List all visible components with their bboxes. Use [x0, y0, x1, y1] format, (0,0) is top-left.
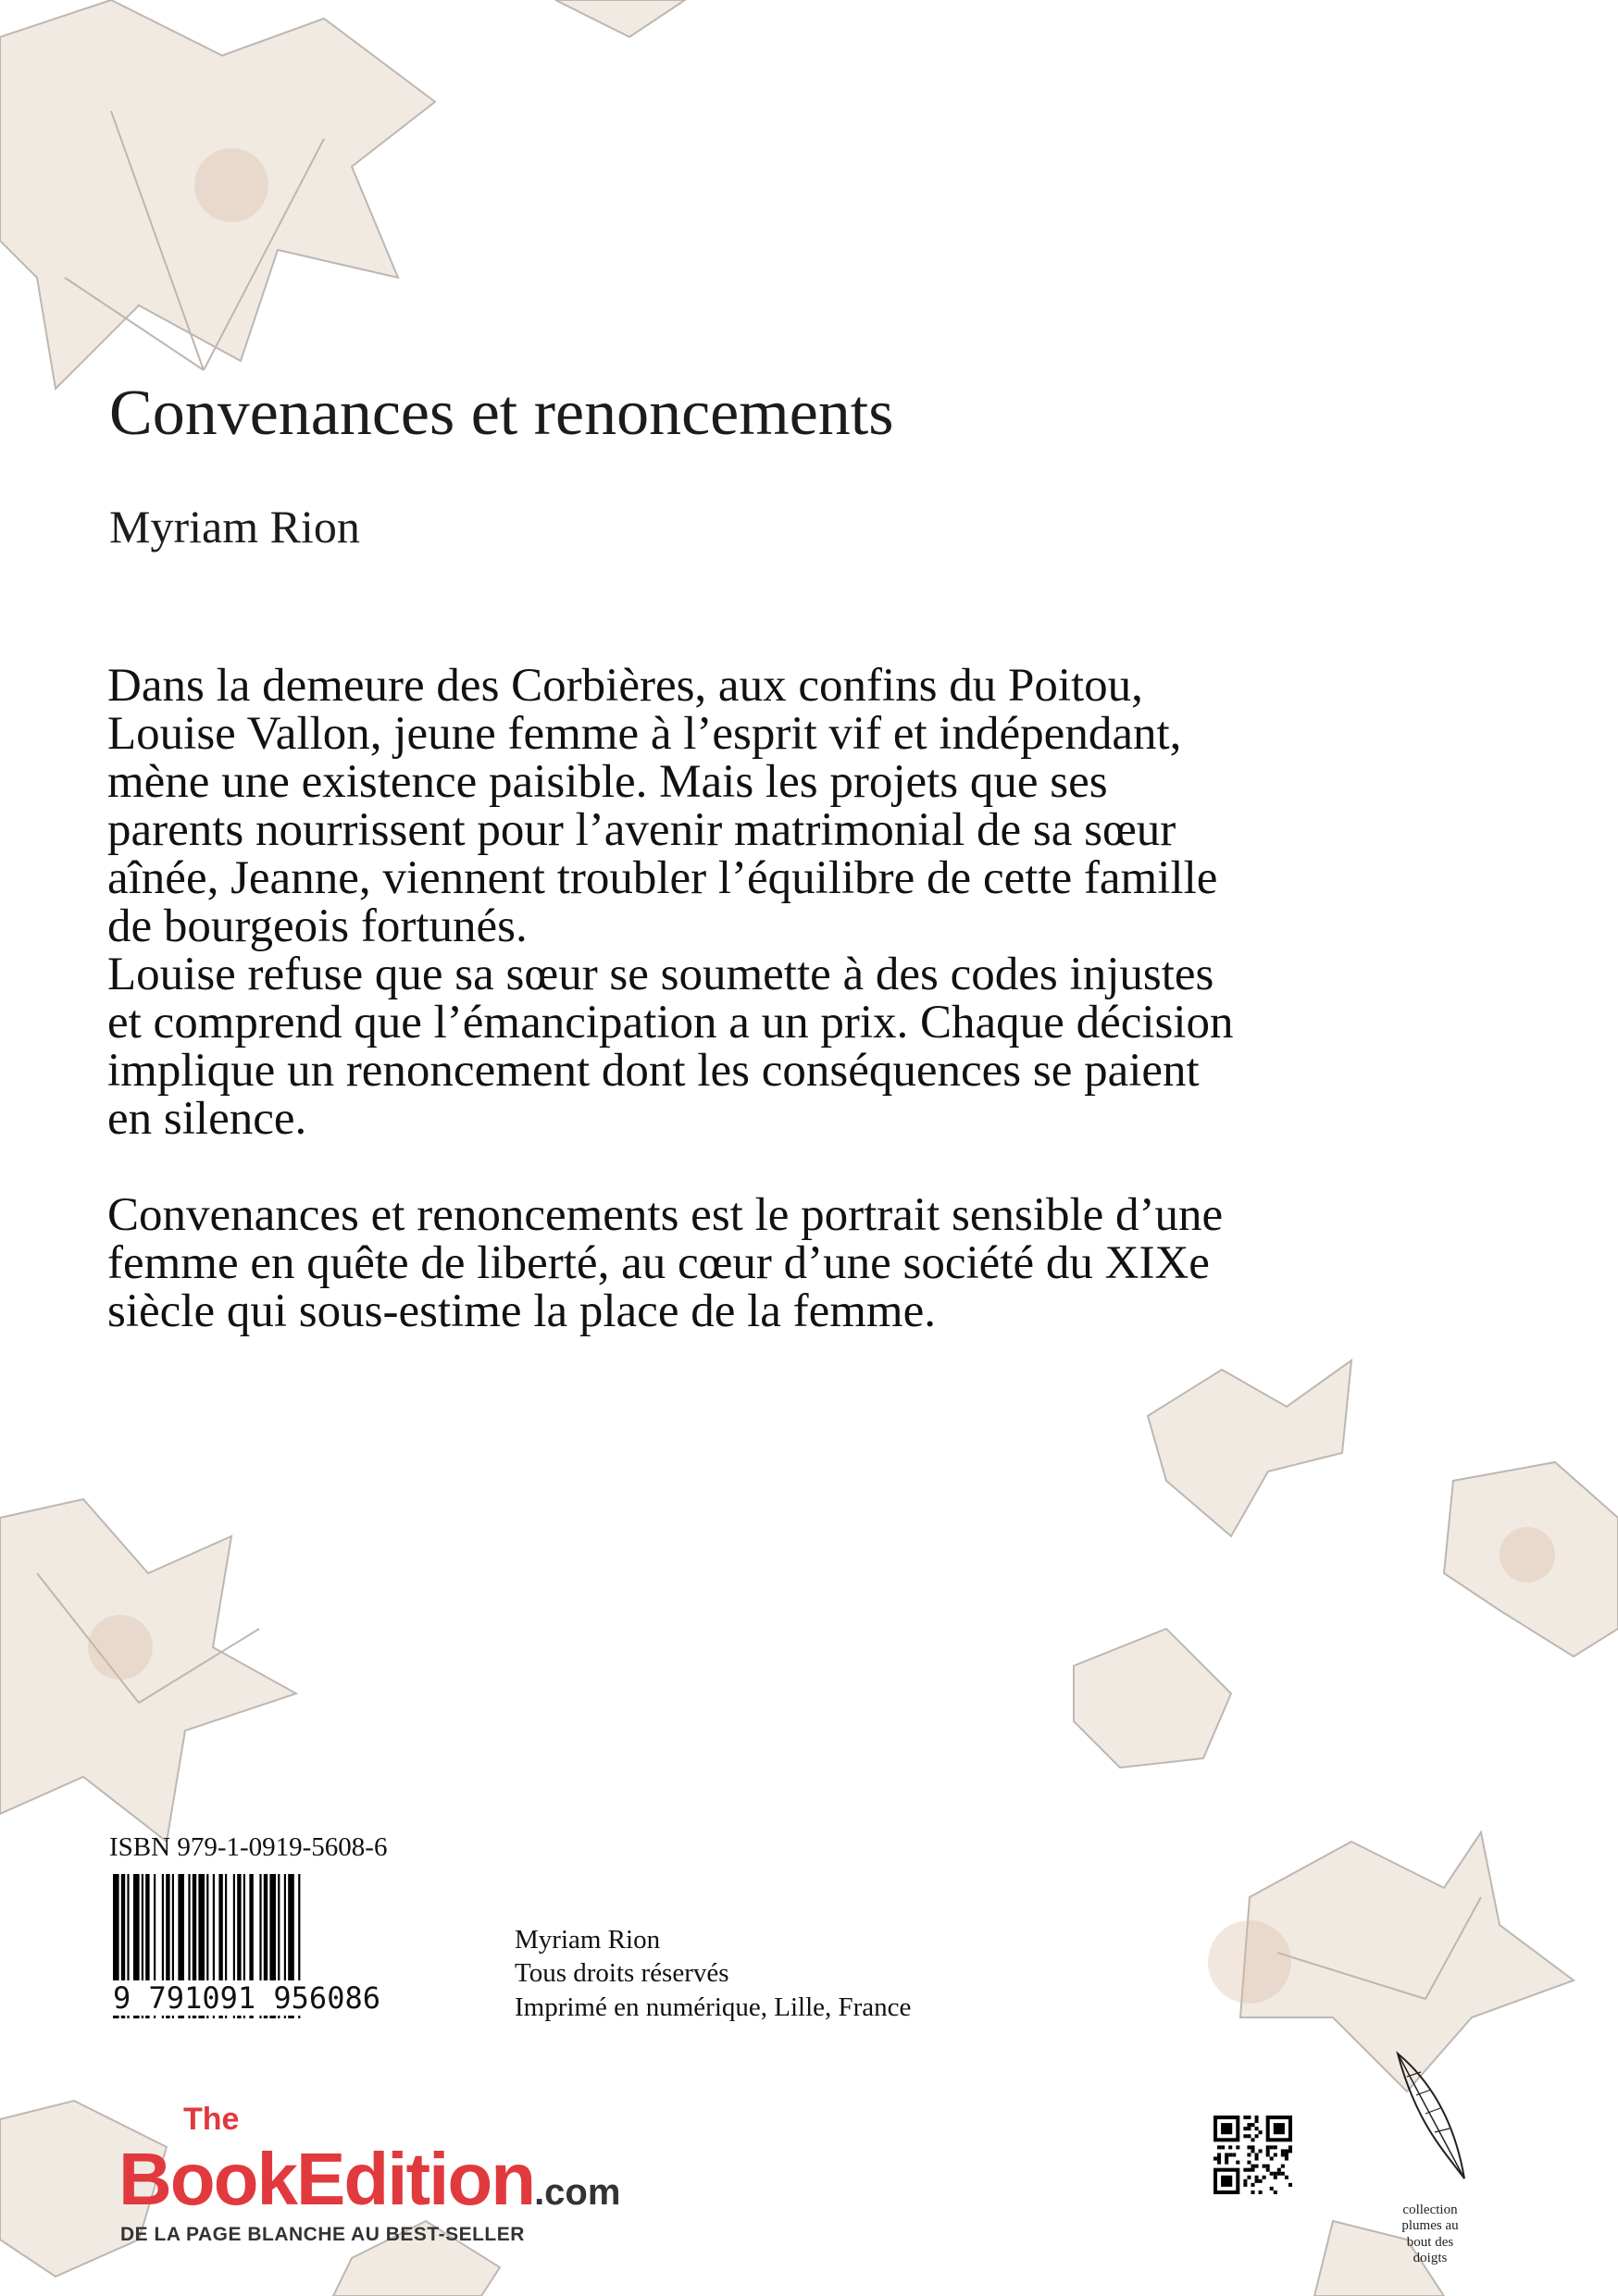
- qr-code-icon: [1214, 2116, 1292, 2194]
- qr-module: [1247, 2116, 1251, 2119]
- qr-module: [1255, 2165, 1259, 2168]
- qr-module: [1225, 2161, 1228, 2165]
- qr-module: [1259, 2191, 1263, 2194]
- qr-module: [1281, 2153, 1285, 2156]
- qr-module: [1225, 2153, 1228, 2156]
- feather-quill-icon: [1388, 2049, 1472, 2188]
- qr-module: [1263, 2165, 1266, 2168]
- back-cover-blurb: [107, 660, 1255, 1338]
- qr-module: [1251, 2183, 1254, 2187]
- blurb-paragraph: Dans la demeure des Corbières, aux confins du Poitou, Louise Vallon, jeune femme à l’esprit vif et indépendant, mène une existence paisible. Mais les projets que ses parents nourrissent pour l’avenir matrimonial de sa sœur aînée, Jeanne, viennent troubler l’équilibre de cette famille de bourgeois fortunés.: [107, 660, 1218, 953]
- qr-module: [1274, 2172, 1277, 2176]
- qr-module: [1288, 2149, 1292, 2153]
- blurb-paragraph: Louise refuse que sa sœur se soumette à des codes injustes et comprend que l’émancipation a un prix. Chaque décision implique un renoncement dont les conséquences se paient en silence.: [107, 949, 1234, 1146]
- qr-module: [1259, 2130, 1263, 2134]
- qr-module: [1263, 2176, 1266, 2179]
- qr-module: [1251, 2149, 1254, 2153]
- qr-module: [1247, 2153, 1251, 2156]
- qr-module: [1274, 2123, 1285, 2134]
- qr-module: [1270, 2145, 1274, 2149]
- qr-module: [1225, 2157, 1228, 2161]
- qr-module: [1243, 2183, 1247, 2187]
- qr-module: [1247, 2127, 1251, 2130]
- qr-module: [1274, 2153, 1277, 2156]
- qr-module: [1266, 2149, 1270, 2153]
- qr-module: [1251, 2191, 1254, 2194]
- qr-module: [1255, 2119, 1259, 2123]
- logo-the-text: The: [183, 2102, 240, 2137]
- qr-module: [1266, 2153, 1270, 2156]
- collection-line: plumes au: [1401, 2218, 1459, 2234]
- qr-module: [1274, 2191, 1277, 2194]
- qr-module: [1251, 2165, 1254, 2168]
- qr-module: [1255, 2134, 1259, 2138]
- qr-module: [1217, 2157, 1221, 2161]
- qr-module: [1247, 2134, 1251, 2138]
- qr-module: [1259, 2149, 1263, 2153]
- qr-module: [1243, 2116, 1247, 2119]
- qr-module: [1236, 2161, 1239, 2165]
- qr-module: [1270, 2172, 1274, 2176]
- qr-module: [1274, 2176, 1277, 2179]
- qr-module: [1255, 2153, 1259, 2156]
- qr-module: [1285, 2176, 1288, 2179]
- qr-module: [1266, 2165, 1270, 2168]
- qr-module: [1236, 2145, 1239, 2149]
- qr-module: [1228, 2145, 1232, 2149]
- qr-module: [1251, 2168, 1254, 2172]
- qr-module: [1217, 2153, 1221, 2156]
- qr-module: [1277, 2172, 1281, 2176]
- qr-module: [1214, 2157, 1217, 2161]
- logo-brand-text: [118, 2137, 620, 2222]
- qr-module: [1255, 2116, 1259, 2119]
- qr-module: [1285, 2149, 1288, 2153]
- qr-module: [1255, 2157, 1259, 2161]
- logo-name: BookEdition: [118, 2138, 535, 2220]
- qr-module: [1270, 2157, 1274, 2161]
- barcode-digits: 9 791091 956086: [109, 1980, 384, 2016]
- qr-module: [1277, 2168, 1281, 2172]
- logo-suffix: .com: [534, 2172, 621, 2213]
- qr-module: [1274, 2145, 1277, 2149]
- qr-module: [1217, 2145, 1221, 2149]
- qr-module: [1247, 2123, 1251, 2127]
- qr-module: [1255, 2179, 1259, 2183]
- credits-block: [515, 1923, 911, 2024]
- qr-module: [1221, 2123, 1232, 2134]
- credits-author: Myriam Rion: [515, 1925, 661, 1955]
- qr-module: [1247, 2168, 1251, 2172]
- qr-module: [1251, 2123, 1254, 2127]
- qr-module: [1228, 2153, 1232, 2156]
- qr-module: [1243, 2168, 1247, 2172]
- credits-printing: Imprimé en numérique, Lille, France: [515, 1992, 912, 2022]
- qr-module: [1255, 2127, 1259, 2130]
- qr-module: [1266, 2145, 1270, 2149]
- qr-module: [1247, 2161, 1251, 2165]
- book-title: Convenances et renoncements: [109, 378, 894, 449]
- qr-module: [1243, 2179, 1247, 2183]
- qr-module: [1221, 2145, 1225, 2149]
- collection-line: collection: [1402, 2203, 1458, 2217]
- qr-module: [1259, 2179, 1263, 2183]
- collection-label: [1370, 2203, 1490, 2266]
- publisher-tagline: DE LA PAGE BLANCHE AU BEST-SELLER: [120, 2224, 525, 2245]
- isbn-label: ISBN 979-1-0919-5608-6: [109, 1832, 388, 1862]
- book-author: Myriam Rion: [109, 501, 360, 552]
- qr-module: [1285, 2153, 1288, 2156]
- publisher-logo: [118, 2102, 674, 2245]
- qr-module: [1281, 2172, 1285, 2176]
- qr-module: [1255, 2176, 1259, 2179]
- qr-module: [1251, 2145, 1254, 2149]
- qr-module: [1221, 2176, 1232, 2187]
- collection-line: bout des: [1406, 2234, 1454, 2250]
- collection-line: doigts: [1413, 2250, 1448, 2265]
- qr-module: [1285, 2157, 1288, 2161]
- qr-module: [1266, 2168, 1270, 2172]
- qr-module: [1243, 2134, 1247, 2138]
- qr-module: [1232, 2153, 1236, 2156]
- qr-module: [1243, 2127, 1247, 2130]
- qr-module: [1251, 2138, 1254, 2141]
- blurb-paragraph: Convenances et renoncements est le portrait sensible d’une femme en quête de liberté, au cœur d’une société du XIXe siècle qui sous-estime la place de la femme.: [107, 1189, 1224, 1338]
- credits-rights: Tous droits réservés: [515, 1958, 729, 1989]
- qr-module: [1247, 2176, 1251, 2179]
- qr-module: [1281, 2165, 1285, 2168]
- qr-module: [1270, 2187, 1274, 2191]
- qr-module: [1281, 2149, 1285, 2153]
- qr-module: [1217, 2161, 1221, 2165]
- qr-module: [1288, 2145, 1292, 2149]
- qr-module: [1247, 2145, 1251, 2149]
- qr-module: [1288, 2183, 1292, 2187]
